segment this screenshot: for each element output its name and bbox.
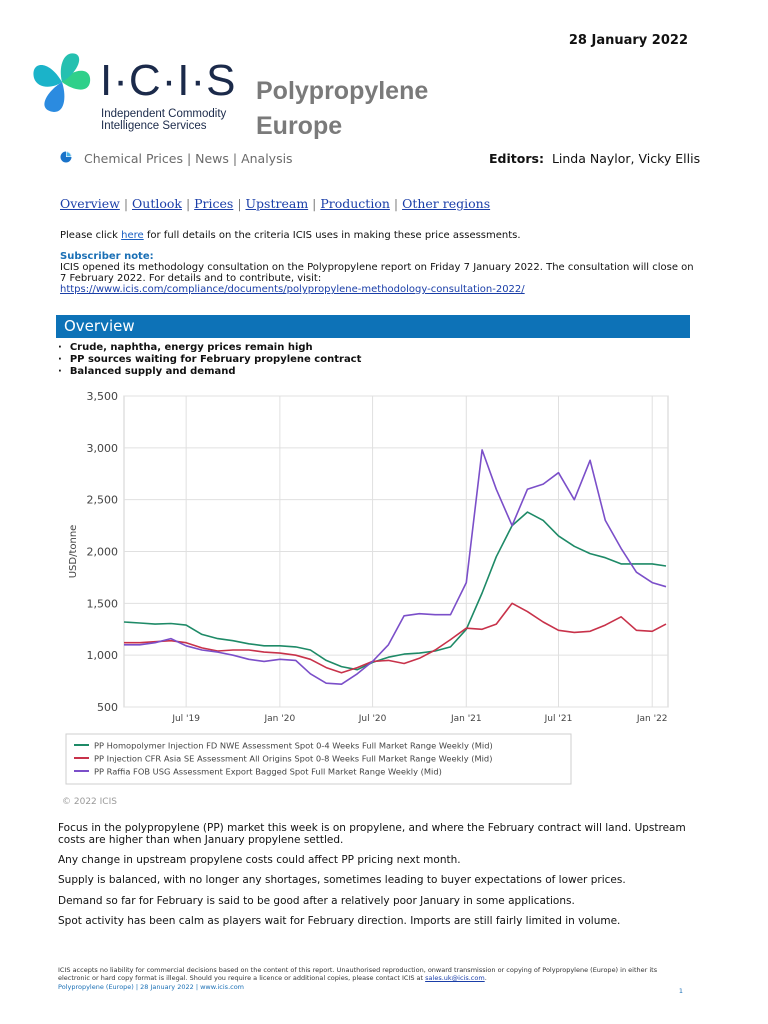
x-tick-label: Jul '20 [358, 714, 387, 724]
legend-label-2: PP Injection CFR Asia SE Assessment All Origins Spot 0-8 Weeks Full Market Range Weekly (Mid) [94, 753, 493, 764]
legend-label-1: PP Homopolymer Injection FD NWE Assessment Spot 0-4 Weeks Full Market Range Weekly (Mid) [94, 740, 493, 751]
link-overview[interactable]: Overview [60, 196, 120, 211]
y-tick-label: 1,500 [86, 597, 118, 611]
body-paragraph-5: Spot activity has been calm as players wait for February direction. Imports are still fairly limited in volume. [58, 915, 621, 927]
subscriber-note-text: ICIS opened its methodology consultation on the Polypropylene report on Friday 7 January 2022. The consultation will close on 7 February 2022. For details and to contribute, visit: https://www.icis.com/compliance/documents/polypropylene-methodology-consultation-2022/ [60, 262, 694, 295]
sales-email-link[interactable]: sales.uk@icis.com [425, 974, 485, 982]
editors-label: Editors: [489, 151, 544, 166]
report-date: 28 January 2022 [568, 33, 688, 48]
page-number: 1 [678, 987, 683, 995]
overview-section-bar [56, 315, 690, 338]
icis-logo-wordmark: I·C·I·S [100, 56, 237, 105]
body-paragraph-4: Demand so far for February is said to be good after a relatively poor January in some applications. [58, 895, 575, 907]
y-tick-label: 3,500 [86, 390, 118, 403]
overview-bullets [58, 342, 361, 378]
editors-names: Linda Naylor, Vicky Ellis [551, 151, 701, 166]
chart-copyright: © 2022 ICIS [62, 797, 117, 807]
series-line-2 [124, 603, 666, 673]
bullet-item: · Balanced supply and demand [58, 366, 361, 378]
y-tick-label: 2,500 [86, 493, 118, 507]
x-tick-label: Jul '21 [544, 714, 573, 724]
x-tick-label: Jan '21 [450, 714, 482, 724]
criteria-note: Please click here for full details on the criteria ICIS uses in making these price assessments. [60, 230, 521, 241]
report-title: Polypropylene Europe [256, 77, 429, 140]
x-tick-label: Jan '20 [264, 714, 296, 724]
link-other-regions[interactable]: Other regions [402, 196, 491, 211]
y-tick-label: 500 [97, 701, 118, 714]
y-tick-label: 3,000 [86, 441, 118, 455]
link-outlook[interactable]: Outlook [132, 196, 182, 211]
link-prices[interactable]: Prices [194, 196, 234, 211]
editors [489, 151, 700, 166]
link-production[interactable]: Production [320, 196, 390, 211]
bullet-item: · Crude, naphtha, energy prices remain high [58, 342, 361, 354]
disclaimer: ICIS accepts no liability for commercial decisions based on the content of this report. Unauthorised reproduction, onward transmission or copying of Polypropylene (Europe) in either its electronic or hard copy format is illegal. Should you require a licence or additional copies, please contact ICIS at sales.uk@icis.com. [58, 966, 658, 982]
icis-logo-mark [28, 48, 96, 116]
body-paragraph-1: Focus in the polypropylene (PP) market this week is on propylene, and where the February contract will land. Upstream costs are higher than when January propylene settled. [58, 822, 686, 846]
link-upstream[interactable]: Upstream [245, 196, 309, 211]
report-section-links: Overview | Outlook | Prices | Upstream | Production | Other regions [60, 196, 491, 211]
x-tick-label: Jul '19 [172, 714, 200, 724]
subscriber-note-heading: Subscriber note: [60, 251, 154, 262]
consultation-link[interactable]: https://www.icis.com/compliance/documents/polypropylene-methodology-consultation-2022/ [60, 284, 525, 295]
x-tick-label: Jan '22 [636, 714, 668, 724]
section-nav-text: Chemical Prices | News | Analysis [84, 151, 293, 166]
y-tick-label: 1,000 [86, 649, 118, 663]
series-line-1 [124, 512, 666, 670]
legend-label-3: PP Raffia FOB USG Assessment Export Bagged Spot Full Market Range Weekly (Mid) [94, 766, 442, 777]
bullet-item: · PP sources waiting for February propylene contract [58, 354, 361, 366]
y-tick-label: 2,000 [86, 545, 118, 559]
criteria-here-link[interactable]: here [121, 230, 144, 241]
body-paragraph-3: Supply is balanced, with no longer any shortages, sometimes leading to buyer expectations of lower prices. [58, 874, 626, 886]
body-paragraph-2: Any change in upstream propylene costs could affect PP pricing next month. [58, 854, 461, 866]
overview-heading: Overview [64, 317, 135, 335]
icis-logo-subtitle: Independent Commodity Intelligence Services [101, 108, 227, 132]
price-chart [56, 384, 690, 812]
page-footer: Polypropylene (Europe) | 28 January 2022 | www.icis.com [58, 983, 245, 991]
pie-icon [60, 151, 72, 163]
y-axis-label: USD/tonne [68, 524, 79, 579]
